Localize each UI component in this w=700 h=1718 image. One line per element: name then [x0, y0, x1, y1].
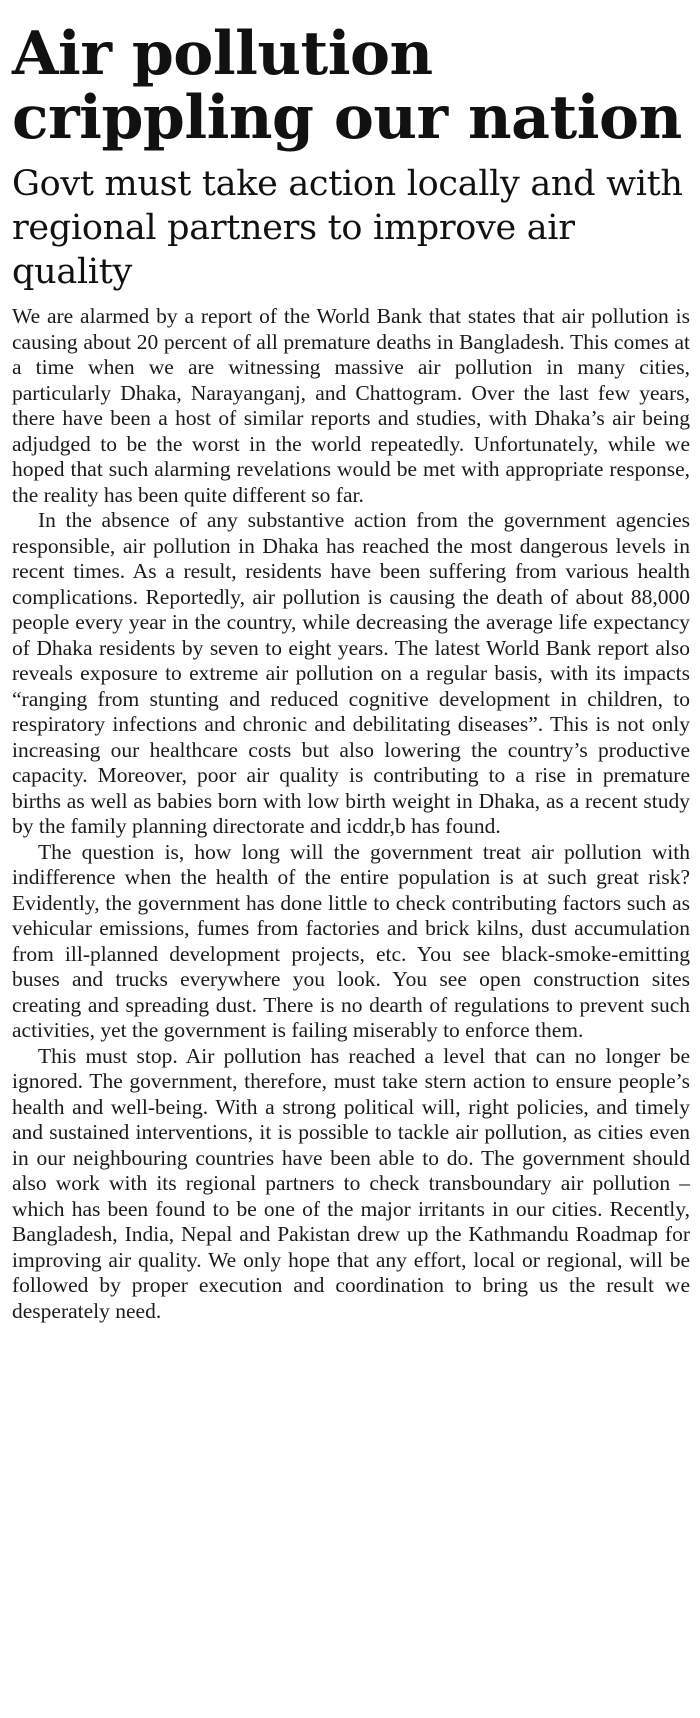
body-paragraph-2: In the absence of any substantive action from the government agencies responsible, air pollution in Dhaka has reached the most dangerous levels in recent times. As a result, residents have been suffering from various health complications. Reportedly, air pollution is causing the death of about 88,000 people every year in the country, while decreasing the average life expectancy of Dhaka residents by seven to eight years. The latest World Bank report also reveals exposure to extreme air pollution on a regular basis, with its impacts “ranging from stunting and reduced cognitive development in children, to respiratory infections and chronic and debilitating diseases”. This is not only increasing our healthcare costs but also lowering the country’s productive capacity. Moreover, poor air quality is contributing to a rise in premature births as well as babies born with low birth weight in Dhaka, as a recent study by the family planning directorate and icddr,b has found. — [12, 508, 690, 838]
body-paragraph-1: We are alarmed by a report of the World Bank that states that air pollution is causing about 20 percent of all premature deaths in Bangladesh. This comes at a time when we are witnessing massive air pollution in many cities, particularly Dhaka, Narayanganj, and Chattogram. Over the last few years, there have been a host of similar reports and studies, with Dhaka’s air being adjudged to be the worst in the world repeatedly. Unfortunately, while we hoped that such alarming revelations would be met with appropriate response, the reality has been quite different so far. — [12, 304, 690, 507]
body-paragraph-4: This must stop. Air pollution has reached a level that can no longer be ignored. The government, therefore, must take stern action to ensure people’s health and well-being. With a strong political will, right policies, and timely and sustained interventions, it is possible to tackle air pollution, as cities even in our neighbouring countries have been able to do. The government should also work with its regional partners to check transboundary air pollution – which has been found to be one of the major irritants in our cities. Recently, Bangladesh, India, Nepal and Pakistan drew up the Kathmandu Roadmap for improving air quality. We only hope that any effort, local or regional, will be followed by proper execution and coordination to bring us the result we desperately need. — [12, 1043, 690, 1323]
body-paragraph-3: The question is, how long will the government treat air pollution with indifference when the health of the entire population is at such great risk? Evidently, the government has done little to check contributing factors such as vehicular emissions, fumes from factories and brick kilns, dust accumulation from ill-planned development projects, etc. You see black-smoke-emitting buses and trucks everywhere you look. You see open construction sites creating and spreading dust. There is no dearth of regulations to prevent such activities, yet the government is failing miserably to enforce them. — [12, 839, 690, 1042]
article-headline: Air pollution crippling our nation — [12, 19, 682, 153]
article-subheadline: Govt must take action locally and with regional partners to improve air quality — [12, 164, 683, 292]
article-body — [12, 304, 690, 1324]
